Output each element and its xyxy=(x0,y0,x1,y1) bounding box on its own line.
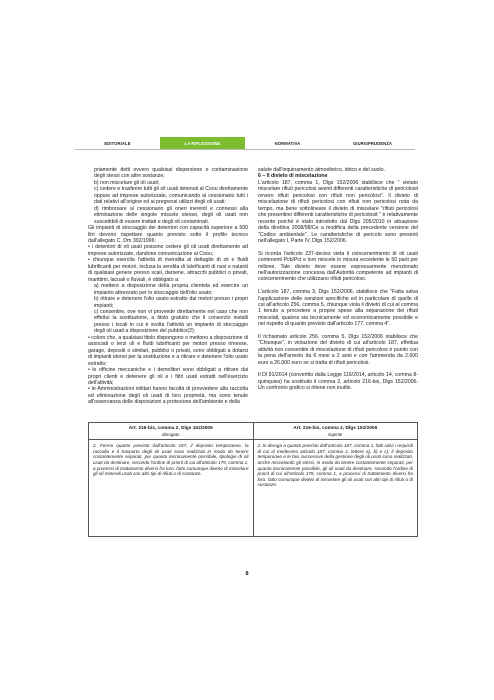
tab-normativa[interactable]: NORMATIVA xyxy=(274,140,301,146)
right-column xyxy=(258,167,418,392)
paragraph: b) non miscelare gli oli usati; xyxy=(94,179,160,186)
paragraph: salute dall'inquinamento atmosferico, idrico e del suolo. xyxy=(258,167,386,173)
paragraph: Il richiamato articolo 256, comma 5, Dlgs 152/2006 stabilisce che "Chiunque", in violazione del divieto di cui all'articolo 187, effettua attività non consentite di miscelazione di rifiuti pericolosi è punito con la pena dell'arresto da 6 mesi a 2 anni e con l'ammenda da 2.600 euro a 26.000 euro se si tratta di rifiuti pericolosi. xyxy=(258,333,418,366)
page-number: 8 xyxy=(245,571,249,577)
tab-editoriale[interactable]: EDITORIALE xyxy=(104,140,131,146)
bullet-item: • coloro che, a qualsiasi titolo dispongono o mettono a disposizione di associati o terzi oli e fluidi lubrificanti per motori presso rimesse, garage, depositi o similari, pubblici o privati, sono obbligati a dotarsi di impianti idonei per la sostituzione e a ritirare e detenere l'olio usato estratto; xyxy=(88,334,248,367)
paragraph: L'articolo 187, comma 1, Dlgs 152/2006 stabilisce che " vietato miscelare rifiuti pericolosi aventi differenti caratteristiche di pericolosit ovvero rifiuti pericolosi con rifiuti non pericolosi". Il divieto di miscelazione di rifiuti pericolosi con rifiuti non pericolosi nota da tempo, ma bene sottolineare il divieto di miscelare "rifiuti pericolosi che presentino differenti caratteristiche di pericolosit " è relativamente recente poiché è stato introdotto dal Dlgs 205/2010 in attuazione della direttiva 2008/98/Ce a modifica della precedente versione del "Codice ambientale". Le caratteristiche di pericolo sono presenti nell'allegato I, Parte IV, Dlgs 152/2006. xyxy=(258,179,418,244)
header-subtitle: abrogato xyxy=(162,431,180,437)
header-title: Art. 216-bis, comma 2, Dlgs 152/2006 xyxy=(128,426,213,431)
table-header-vigente xyxy=(253,423,418,440)
paragraph: priamente detti ovvero qualsiasi dispersione o contaminazione degli stessi con altre sostanze; xyxy=(94,167,248,180)
paragraph: c) cedere e trasferire tutti gli oli usati detenuti al Coou direttamente oppure ad imprese autorizzate, comunicando al cessionario tutti i dati relativi all'origine ed ai pregressi utilizzi degli oli usati; xyxy=(94,186,248,206)
paragraph: d) rimborsare al cessionario gli oneri inerenti e connessi alla eliminazione delle singole miscele oleose, degli oli usati non suscettibili di essere trattati e degli oli contaminati. xyxy=(94,205,248,225)
left-column xyxy=(88,167,248,406)
bullet-item: • le Amministrazioni militari hanno facoltà di provvedere alla raccolta ed eliminazione degli oli usati di loro proprietà, ma sono tenute all'osservanza delle disposizioni a protezione dell'ambiente e della xyxy=(88,386,248,406)
tab-giurisprudenza[interactable]: GIURISPRUDENZA xyxy=(352,140,393,146)
tab-la-riflessione[interactable]: LA RIFLESSIONE xyxy=(160,137,245,149)
bullet-item: • chiunque esercita l'attività di rivendita al dettaglio di oli e fluidi lubrificanti per motori, inclusa la vendita di lubrificanti di navi e natanti di qualsiasi genere presso scali, darsene, attracchi pubblici o privati, marittimi, lacuali o fluviali, è obbligato a: xyxy=(88,257,248,283)
paragraph: Gli impianti di stoccaggio dei detentori con capacità superiore a 500 litri devono rispettare quanto previsto sotto il profilo tecnico dall'allegato C, Dm 392/1996: xyxy=(88,225,248,244)
section-heading: 6 – Il divieto di miscelazione xyxy=(258,173,328,180)
table-header-abrogato xyxy=(89,423,254,440)
paragraph: L'articolo 187, comma 3, Dlgs 152/2006, stabilisce che "Fatta salva l'applicazione delle sanzioni specifiche ed in particolare di quelle di cui all'articolo 256, comma 5, chiunque viola il divieto di cui al comma 1 tenuto a procedere a proprie spese alla separazione dei rifiuti miscelati, qualora sia tecnicamente ed economicamente possibile e nel rispetto di quanto previsto dall'articolo 177, comma 4". xyxy=(258,289,418,328)
header-subtitle: vigente xyxy=(328,431,343,437)
header-title: Art. 216-bis, comma 2, Dlgs 152/2006 xyxy=(293,426,378,431)
section-tabs xyxy=(75,137,415,149)
paragraph: Il Dl 91/2014 (convertito dalla Legge 116/2014, articolo 14, comma 8-quinquies) ha sostituito il comma 2, articolo 216-bis, Dlgs 152/2006. Un confronto grafico si ritiene non inutile. xyxy=(258,372,418,392)
sub-item: a) mettere a disposizione della propria clientela ed esercire un impianto attrezzato per lo stoccaggio dell'olio usato; xyxy=(94,283,248,296)
table-cell-vigente: 2. In deroga a quanto previsto dall'articolo 187, comma 1, fatti salvi i requisiti di cui al medesimo articolo 187, comma 2, lettere a), b) e c), il deposito temporaneo e le fasi successive della gestione degli oli usati sono realizzati, anche miscelando gli stessi, in modo da tenere costantemente separati, per quanto tecnicamente possibile, gli oli usati da destinare, secondo l'ordine di priorit di cui all'articolo 179, comma 1, a processi di trattamento diversi fra loro. fatto comunque divieto di miscelare gli oli usati con altri tipi di rifiuti o di sostanze. xyxy=(253,440,418,537)
comparison-table xyxy=(88,422,418,537)
bullet-item: • le officine meccaniche e i demolitori sono obbligati a ritirare dai propri clienti e detenere gli oli e i filtri usati estratti nell'esercizio dell'attività; xyxy=(88,367,248,386)
sub-item: b) ritirare e detenere l'olio usato estratto dai motori presso i propri impianti; xyxy=(94,296,248,309)
table-cell-abrogato: 2. Fermo quanto previsto dall'articolo 187, il deposito temporaneo, la raccolta e il trasporto degli oli usati sono realizzati in modo da tenere costantemente separati, per quanto tecnicamente possibile, tipologie di oli usati da destinare, secondo l'ordine di priorit di cui all'articolo 179, comma 1, a processi di trattamento diversi fra loro. fatto comunque divieto di miscelare gli oli minerali usati con altri tipi di rifiuti o di sostanze. xyxy=(89,440,254,537)
bullet-item: • i detentori di oli usati possono cedere gli oli usati direttamente ad imprese autorizzate, dandone comunicazione al Coou; xyxy=(88,244,248,257)
tabs-divider xyxy=(75,149,415,150)
paragraph: Si ricorda l'articolo 237-decies vieta il coincenerimento di oli usati contenenti Pcb/Pct e loro miscele in misura eccedente le 50 parti per milione. Tale divieto deve essere espressamente menzionato nell'autorizzazione concessa dall'Autorità competente ad impianti di coincenerimento che utilizzano rifiuti pericolosi. xyxy=(258,250,418,283)
sub-item: c) consentire, ove non vi provvede direttamente nel caso che non effettui la sostituzione, a titolo gratuito che il consorzio installi presso i locali in cui è svolta l'attività un impianto di stoccaggio degli oli usati a disposizione del pubblico(2); xyxy=(94,308,248,335)
